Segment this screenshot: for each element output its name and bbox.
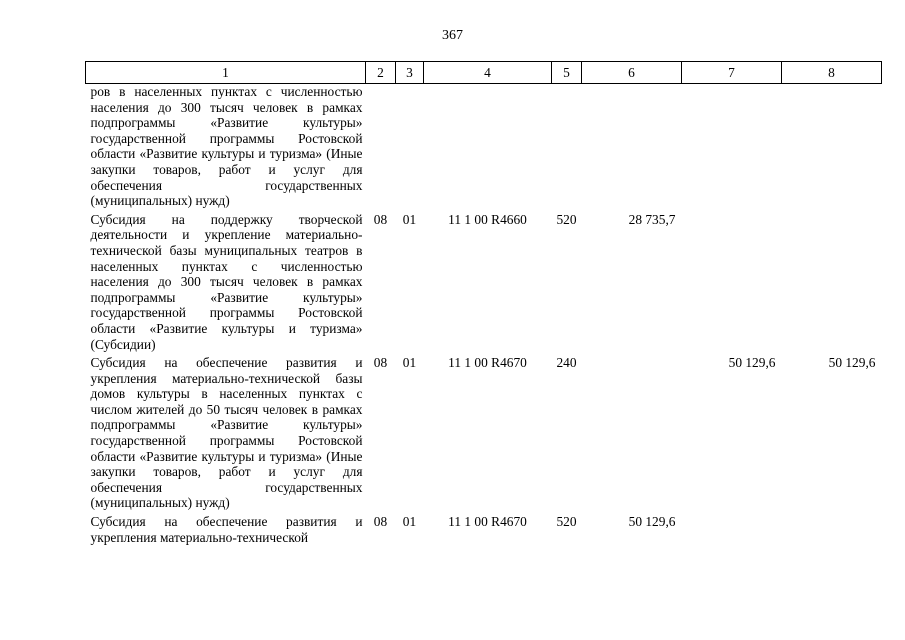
table-row <box>86 212 882 352</box>
row-subsection: 01 <box>402 211 417 227</box>
row-expense-type <box>552 84 582 209</box>
row-expense-type: 520 <box>556 211 577 227</box>
row-subsection <box>396 84 424 209</box>
row-description: Субсидия на поддержку творческой деятельности и укрепление материально-технической базы муниципальных театров в населенных пунктах с численностью населения до 300 тысяч человек в рамках подпрограммы «Развитие культуры» государственной программы Ростовской области «Развитие культуры и туризма» (Субсидии) <box>90 211 363 352</box>
row-target-code: 11 1 00 R4660 <box>448 211 527 227</box>
row-section: 08 <box>373 355 388 371</box>
row-description: ров в населенных пунктах с численностью населения до 300 тысяч человек в рамках подпрограммы «Развитие культуры» государственной программы Ростовской области «Развитие культуры и туризма» (Иные закупки товаров, работ и услуг для обеспечения государственных (муниципальных) нужд) <box>90 84 363 209</box>
row-description: Субсидия на обеспечение развития и укрепления материально-технической <box>90 514 363 545</box>
row-amount-8 <box>782 514 882 545</box>
row-section: 08 <box>373 514 388 530</box>
row-section <box>366 84 396 209</box>
budget-table <box>85 61 882 545</box>
header-row <box>86 62 882 84</box>
row-target-code: 11 1 00 R4670 <box>448 355 527 371</box>
row-amount-7: 50 129,6 <box>728 355 776 371</box>
row-section: 08 <box>373 211 388 227</box>
row-subsection: 01 <box>402 514 417 530</box>
header-col-2: 2 <box>366 62 396 84</box>
row-amount-7 <box>682 514 782 545</box>
row-description: Субсидия на обеспечение развития и укрепления материально-технической базы домов культуры в населенных пунктах с числом жителей до 50 тысяч человек в рамках подпрограммы «Развитие культуры» государственной программы Ростовской области «Развитие культуры и туризма» (Иные закупки товаров, работ и услуг для обеспечения государственных (муниципальных) нужд) <box>90 355 363 511</box>
row-amount-6: 28 735,7 <box>628 211 676 227</box>
header-col-3: 3 <box>396 62 424 84</box>
table-row <box>86 514 882 545</box>
header-col-4: 4 <box>424 62 552 84</box>
row-subsection: 01 <box>402 355 417 371</box>
header-col-5: 5 <box>552 62 582 84</box>
page-number: 367 <box>442 28 463 43</box>
row-amount-7 <box>682 212 782 352</box>
row-amount-7 <box>682 84 782 209</box>
row-amount-8 <box>782 84 882 209</box>
row-expense-type: 520 <box>556 514 577 530</box>
header-col-1: 1 <box>86 62 366 84</box>
header-col-8: 8 <box>782 62 882 84</box>
row-amount-6 <box>582 84 682 209</box>
row-target-code: 11 1 00 R4670 <box>448 514 527 530</box>
header-col-6: 6 <box>582 62 682 84</box>
row-amount-6 <box>582 355 682 511</box>
row-amount-6: 50 129,6 <box>628 514 676 530</box>
row-amount-8: 50 129,6 <box>828 355 876 371</box>
table-row <box>86 84 882 209</box>
row-amount-8 <box>782 212 882 352</box>
row-expense-type: 240 <box>556 355 577 371</box>
table-row <box>86 355 882 511</box>
header-col-7: 7 <box>682 62 782 84</box>
row-target-code <box>424 84 552 209</box>
